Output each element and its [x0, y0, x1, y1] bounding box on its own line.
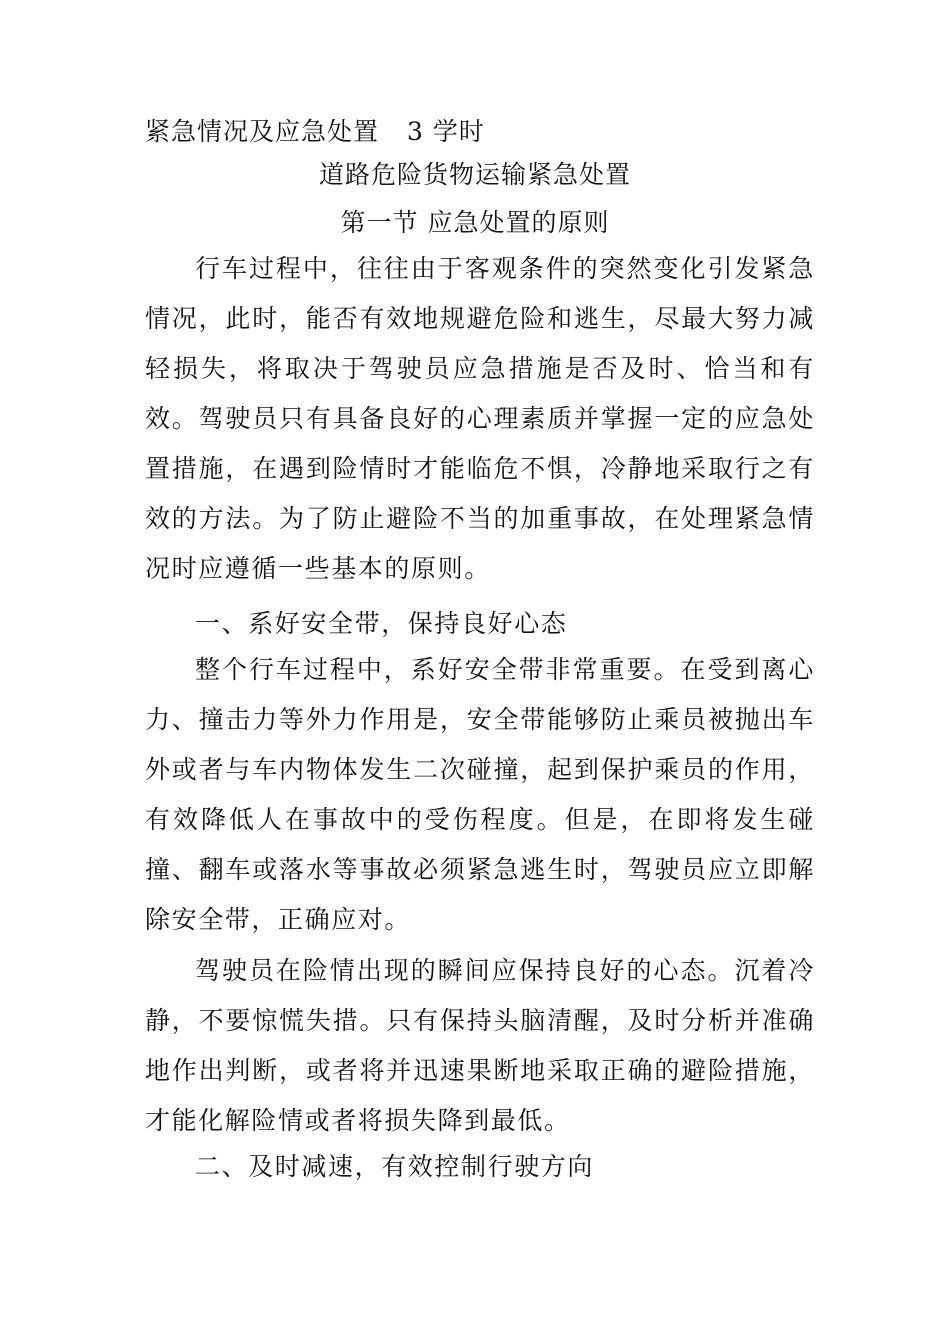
paragraph-mindset: 驾驶员在险情出现的瞬间应保持良好的心态。沉着冷静，不要惊慌失措。只有保持头脑清醒，及时分析并准确地作出判断，或者将并迅速果断地采取正确的避险措施，才能化解险情或者将损失降到最低。: [145, 956, 815, 1135]
section-title: 第一节 应急处置的原则: [340, 208, 610, 237]
course-title: 紧急情况及应急处置: [145, 117, 380, 146]
subheading-slow-down: 二、及时减速，有效控制行驶方向: [195, 1152, 595, 1181]
paragraph-intro: 行车过程中，往往由于客观条件的突然变化引发紧急情况，此时，能否有效地规避危险和逃生，尽最大努力减轻损失，将取决于驾驶员应急措施是否及时、恰当和有效。驾驶员只有具备良好的心理素质并掌握一定的应急处置措施，在遇到险情时才能临危不惧，冷静地采取行之有效的方法。为了防止避险不当的加重事故，在处理紧急情况时应遵循一些基本的原则。: [145, 254, 815, 583]
subheading-seatbelt: 一、系好安全带，保持良好心态: [195, 609, 568, 638]
course-header: [145, 114, 485, 150]
document-title: 道路危险货物运输紧急处置: [318, 160, 631, 189]
paragraph-seatbelt: 整个行车过程中，系好安全带非常重要。在受到离心力、撞击力等外力作用是，安全带能够防止乘员被抛出车外或者与车内物体发生二次碰撞，起到保护乘员的作用，有效降低人在事故中的受伤程度。但是，在即将发生碰撞、翻车或落水等事故必须紧急逃生时，驾驶员应立即解除安全带，正确应对。: [145, 655, 815, 934]
course-hours: 3 学时: [407, 117, 485, 146]
